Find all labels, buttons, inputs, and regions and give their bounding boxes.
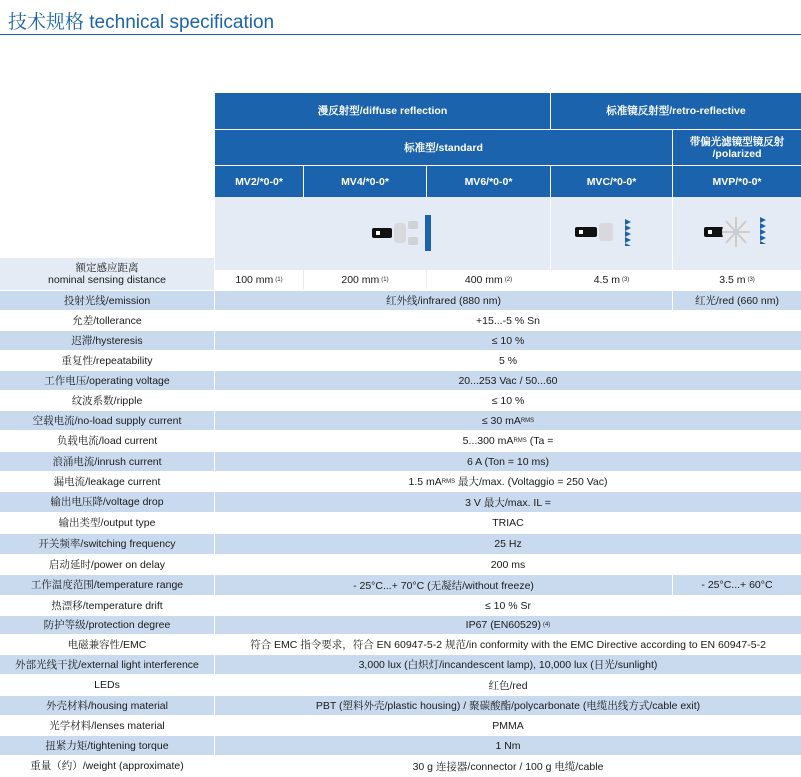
row-value-text: 200 ms — [490, 558, 526, 571]
row-value — [215, 575, 672, 595]
row-value-text: ≤ 10 % — [491, 394, 525, 407]
distance-mv2: 100 mm (1) — [215, 270, 303, 290]
row-value — [215, 351, 801, 370]
row-value-text: PBT (塑料外壳/plastic housing) / 聚碳酸酯/polycarbonate (电缆出线方式/cable exit) — [315, 700, 701, 712]
row-value — [215, 596, 801, 615]
row-value-text: ≤ 30 mA — [481, 414, 521, 427]
row-label: 输出类型/output type — [0, 513, 214, 533]
header-standard: 标准型/standard — [215, 130, 672, 165]
row-value-text: IP67 (EN60529) — [465, 619, 541, 631]
row-label: 空载电流/no-load supply current — [0, 411, 214, 430]
row-value — [215, 534, 801, 554]
row-value — [215, 655, 801, 674]
row-value-text: 红色/red — [488, 679, 528, 692]
row-value-text: +15...-5 % Sn — [476, 314, 540, 327]
row-value — [215, 736, 801, 755]
distance-mv6: 400 mm (2) — [427, 270, 550, 290]
row-value — [215, 635, 801, 654]
row-value-text: PMMA — [492, 719, 524, 732]
row-value — [215, 431, 801, 451]
row-value-subscript: RMS — [513, 438, 527, 444]
row-value — [215, 472, 801, 491]
header-retro: 标准镜反射型/retro-reflective — [551, 93, 801, 129]
row-label: 工作电压/operating voltage — [0, 371, 214, 390]
row-label: 扭紧力矩/tightening torque — [0, 736, 214, 755]
row-value-text: ≤ 10 % — [491, 334, 525, 347]
row-label: 重量（约）/weight (approximate) — [0, 756, 214, 776]
row-value — [215, 452, 801, 471]
row-label: 允差/tollerance — [0, 311, 214, 330]
row-value — [215, 675, 801, 695]
row-value-note: (4) — [542, 622, 551, 628]
row-value — [215, 513, 801, 533]
row-label: 光学材料/lenses material — [0, 716, 214, 735]
row-value-tail: 最大/max. (Voltaggio = 250 Vac) — [455, 476, 608, 488]
row-label: 输出电压降/voltage drop — [0, 492, 214, 512]
row-value-text: TRIAC — [492, 517, 524, 529]
header-diffuse: 漫反射型/diffuse reflection — [215, 93, 550, 129]
row-label: 外壳材料/housing material — [0, 696, 214, 715]
row-value-secondary: - 25°C...+ 60°C — [673, 575, 801, 595]
row-value — [215, 716, 801, 735]
model-mv2: MV2/*0-0* — [215, 166, 303, 197]
nominal-distance-en: nominal sensing distance — [48, 274, 166, 286]
model-mv6: MV6/*0-0* — [427, 166, 550, 197]
row-label: 漏电流/leakage current — [0, 472, 214, 491]
row-value-text: 6 A (Ton = 10 ms) — [466, 455, 549, 468]
distance-mvc: 4.5 m (3) — [551, 270, 672, 290]
header-polarized: 带偏光滤镜型镜反射 /polarized — [673, 130, 801, 165]
row-value-text: 5...300 mA — [462, 435, 514, 447]
row-value — [215, 492, 801, 512]
row-value-text: 20...253 Vac / 50...60 — [458, 374, 558, 387]
row-value-secondary: 红光/red (660 nm) — [673, 291, 801, 310]
row-label: 开关频率/switching frequency — [0, 534, 214, 554]
row-value-subscript: RMS — [520, 417, 535, 424]
row-label: 投射光线/emission — [0, 291, 214, 310]
model-mvp: MVP/*0-0* — [673, 166, 801, 197]
row-value-text: ≤ 10 % Sr — [484, 599, 532, 612]
row-label: 纹波系数/ripple — [0, 391, 214, 410]
row-value-text: 5 % — [498, 354, 518, 367]
row-value — [215, 411, 801, 430]
row-value — [215, 616, 801, 634]
distance-mvp: 3.5 m (3) — [673, 270, 801, 290]
row-label: 重复性/repeatability — [0, 351, 214, 370]
model-mvc: MVC/*0-0* — [551, 166, 672, 197]
row-value-text: 25 Hz — [494, 538, 522, 550]
diffuse-sensor-icon — [370, 213, 450, 253]
row-label: 工作温度范围/temperature range — [0, 575, 214, 595]
row-value — [215, 696, 801, 715]
label-nominal-distance — [0, 258, 214, 290]
model-mv4: MV4/*0-0* — [304, 166, 426, 197]
row-value-text: 1.5 mA — [408, 475, 442, 488]
row-label: 外部光线干扰/external light interference — [0, 655, 214, 674]
row-value — [215, 391, 801, 410]
row-value-text: - 25°C...+ 70°C (无凝结/without freeze) — [353, 579, 534, 592]
row-value — [215, 291, 672, 310]
row-value-text: 红外线/infrared (880 nm) — [386, 295, 501, 307]
distance-mv4: 200 mm (1) — [304, 270, 426, 290]
row-value — [215, 555, 801, 574]
row-label: 启动延时/power on delay — [0, 555, 214, 574]
row-label: 防护等级/protection degree — [0, 616, 214, 634]
row-label: 浪涌电流/inrush current — [0, 452, 214, 471]
row-value — [215, 311, 801, 330]
row-value-text: 3,000 lux (白炽灯/incandescent lamp), 10,000 lux (日光/sunlight) — [358, 659, 658, 671]
row-value-subscript: RMS — [441, 478, 456, 485]
row-value-text: 1 Nm — [495, 739, 521, 752]
page-title: 技术规格 technical specification — [8, 12, 275, 33]
row-label: 迟滞/hysteresis — [0, 331, 214, 350]
row-label: 热漂移/temperature drift — [0, 596, 214, 615]
polarized-sensor-icon — [700, 211, 780, 253]
row-value-text: 30 g 连接器/connector / 100 g 电缆/cable — [412, 760, 604, 773]
row-value — [215, 756, 801, 776]
row-value-text: 3 V 最大/max. IL = — [465, 496, 551, 509]
row-label: 负载电流/load current — [0, 431, 214, 451]
nominal-distance-cn: 额定感应距离 — [75, 262, 139, 274]
retro-sensor-icon — [573, 215, 643, 249]
row-value — [215, 371, 801, 390]
row-value-text: 符合 EMC 指令要求，符合 EN 60947-5-2 规范/in conformity with the EMC Directive according to EN 60947-5-2 — [250, 639, 766, 651]
row-value-tail: (Ta = — [526, 435, 554, 447]
row-label: LEDs — [0, 675, 214, 695]
row-label: 电磁兼容性/EMC — [0, 635, 214, 654]
title-divider — [0, 34, 801, 35]
row-value — [215, 331, 801, 350]
